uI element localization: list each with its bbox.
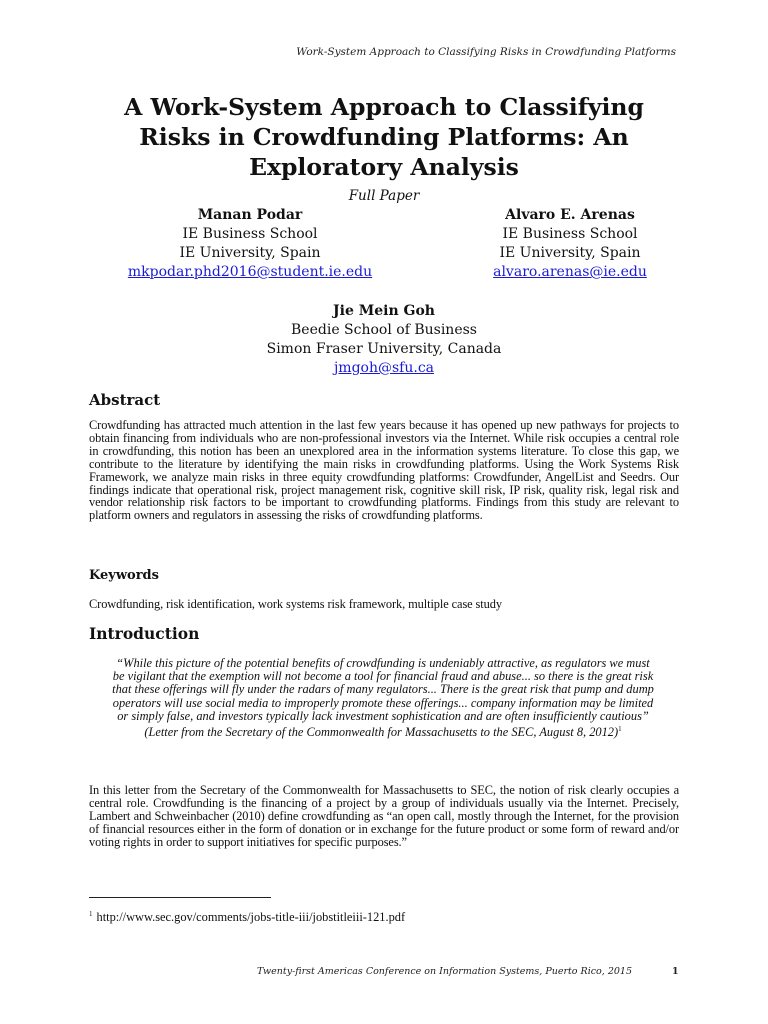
author-school: Beedie School of Business [291,322,477,338]
author-block-2 [450,206,690,282]
author-email-link[interactable]: alvaro.arenas@ie.edu [493,264,647,280]
introduction-heading: Introduction [89,624,200,643]
author-email-link[interactable]: jmgoh@sfu.ca [333,360,435,376]
footnote-url[interactable]: http://www.sec.gov/comments/jobs-title-iii/jobstitleiii-121.pdf [96,910,406,925]
keywords-text: Crowdfunding, risk identification, work systems risk framework, multiple case study [89,597,502,611]
keywords-heading: Keywords [89,568,159,583]
page-number: 1 [672,966,679,977]
author-block-1 [105,206,395,282]
author-university: IE University, Spain [499,245,641,261]
footnote-marker[interactable]: 1 [618,725,622,734]
footnote [89,910,405,925]
paper-type-label: Full Paper [348,188,420,204]
author-name: Alvaro E. Arenas [505,207,635,223]
epigraph-quote [112,657,654,739]
author-university: IE University, Spain [179,245,321,261]
paper-title: A Work-System Approach to Classifying Risks in Crowdfunding Platforms: An Exploratory Analysis [124,93,644,181]
abstract-text: Crowdfunding has attracted much attention in the last few years because it has opened up new pathways for projects to obtain financing from individuals who are non-professional investors via the Internet. While risk occupies a central role in crowdfunding, this notion has been an unexplored area in the information systems literature. To close this gap, we contribute to the literature by identifying the main risks in crowdfunding platforms. Using the Work Systems Risk Framework, we analyze main risks in three equity crowdfunding platforms: Crowdfunder, AngelList and Seedrs. Our findings indicate that operational risk, project management risk, cognitive skill risk, IP risk, quality risk, legal risk and vendor relationship risk factors to be important to crowdfunding platforms. Findings from this study are relevant to platform owners and regulators in assessing the risks of crowdfunding platforms. [89,418,679,523]
author-name: Manan Podar [197,207,303,223]
running-header: Work-System Approach to Classifying Risks in Crowdfunding Platforms [296,46,676,58]
running-footer: Twenty-first Americas Conference on Information Systems, Puerto Rico, 2015 [257,966,632,977]
quote-text: “While this picture of the potential benefits of crowdfunding is undeniably attractive, as regulators we must be vigilant that the exemption will not become a tool for financial fraud and abuse... so there is the great risk that these offerings will fly under the radars of many regulators... There is the great risk that pump and dump operators will use social media to improperly promote these offerings... company information may be limited or simply false, and investors typically lack investment sophistication and are often insufficiently cautious” (Letter from the Secretary of the Commonwealth for Massachusetts to the SEC, August 8, 2012) [112,656,654,740]
footnote-divider [89,897,271,898]
abstract-heading: Abstract [89,391,161,409]
footnote-number: 1 [89,910,93,918]
author-school: IE Business School [502,226,638,242]
author-name: Jie Mein Goh [333,303,435,319]
author-email-link[interactable]: mkpodar.phd2016@student.ie.edu [127,264,373,280]
author-university: Simon Fraser University, Canada [266,341,502,357]
introduction-text: In this letter from the Secretary of the Commonwealth for Massachusetts to SEC, the notion of risk clearly occupies a central role. Crowdfunding is the financing of a project by a group of individuals usually via the Internet. Precisely, Lambert and Schweinbacher (2010) define crowdfunding as “an open call, mostly through the Internet, for the provision of financial resources either in the form of donation or in exchange for the future product or some form of reward and/or voting rights in order to support initiatives for specific purposes.” [89,783,679,849]
author-block-3 [234,302,534,378]
author-school: IE Business School [182,226,318,242]
